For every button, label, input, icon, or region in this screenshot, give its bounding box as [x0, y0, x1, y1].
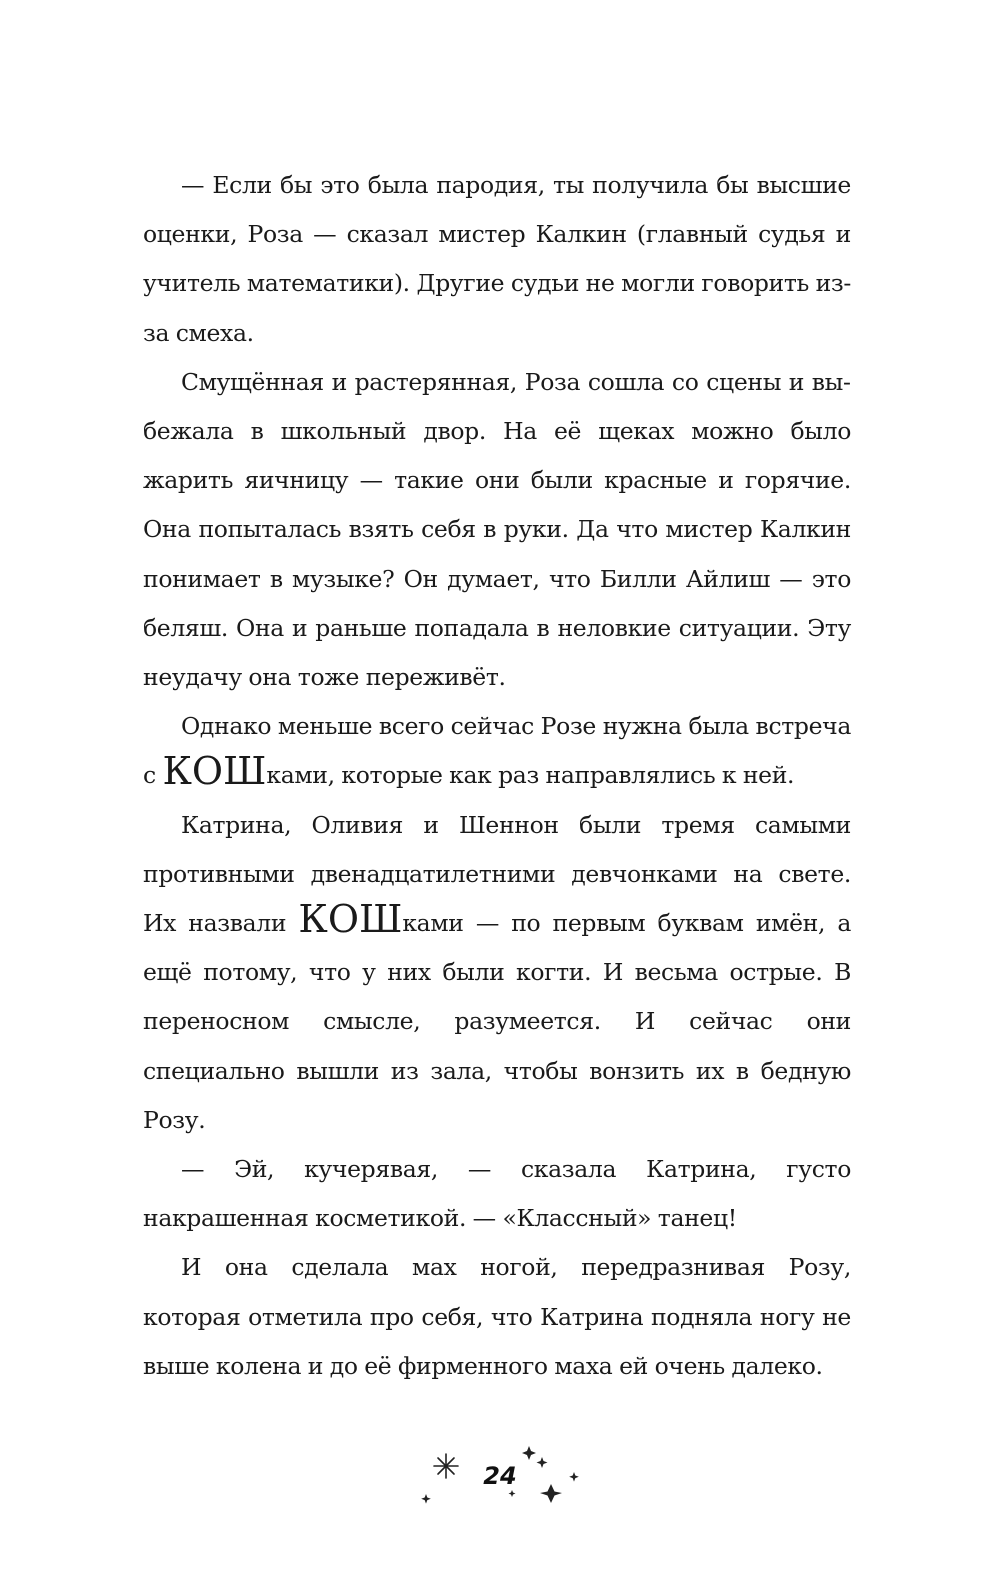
paragraph: [143, 358, 851, 702]
paragraph: [143, 702, 851, 800]
star-icon: [569, 1472, 579, 1482]
page-number: 24: [483, 1462, 517, 1490]
paragraph: [143, 1243, 851, 1391]
emphasized-acronym: КОШ: [298, 896, 403, 941]
page-body: [143, 161, 851, 1391]
paragraph-text: И она сделала мах ногой, передразнивая Розу, которая отметила про себя, что Катрина подняла ногу не выше колена и до её фирменного маха ей очень далеко.: [143, 1253, 851, 1380]
paragraph-text: Смущённая и растерянная, Роза сошла со сцены и выбежала в школьный двор. На её щеках можно было жарить яичницу — такие они были красные и горячие. Она попыталась взять себя в руки. Да что мистер Калкин понимает в музыке? Он думает, что Билли Айлиш — это беляш. Она и раньше попадала в неловкие ситуации. Эту неудачу она тоже переживёт.: [143, 367, 851, 692]
paragraph-text: Катрина, Оливия и Шеннон были тремя самыми противными двенадцатилетними девчонками на свете. Их назвали: [143, 810, 851, 938]
paragraph-text: — Эй, кучерявая, — сказала Катрина, густо накрашенная косметикой. — «Классный» танец!: [143, 1155, 851, 1233]
star-icon: [522, 1446, 536, 1460]
paragraph-text: — Если бы это была пародия, ты получила бы высшие оценки, Роза — сказал мистер Калкин (главный судья и учитель математики). Другие судьи не могли говорить из-за смеха.: [143, 171, 851, 347]
sparkle-icon: [434, 1454, 458, 1478]
emphasized-acronym: КОШ: [162, 749, 267, 794]
star-icon: [537, 1457, 548, 1468]
paragraph-text: ками — по первым буквам имён, а ещё потому, что у них были когти. И весьма острые. В переносном смысле, разумеется. И сейчас они специально вышли из зала, чтобы вонзить их в бедную Розу.: [143, 909, 851, 1134]
star-icon: [540, 1484, 562, 1503]
paragraph: [143, 161, 851, 358]
paragraph: [143, 801, 851, 1145]
star-icon: [509, 1490, 516, 1497]
star-icon: [421, 1494, 431, 1504]
paragraph: [143, 1145, 851, 1243]
paragraph-text: Однако меньше всего сейчас Розе нужна была встреча с: [143, 712, 851, 790]
page-footer: [0, 1440, 1000, 1530]
paragraph-text: ками, которые как раз направлялись к ней.: [266, 761, 795, 790]
